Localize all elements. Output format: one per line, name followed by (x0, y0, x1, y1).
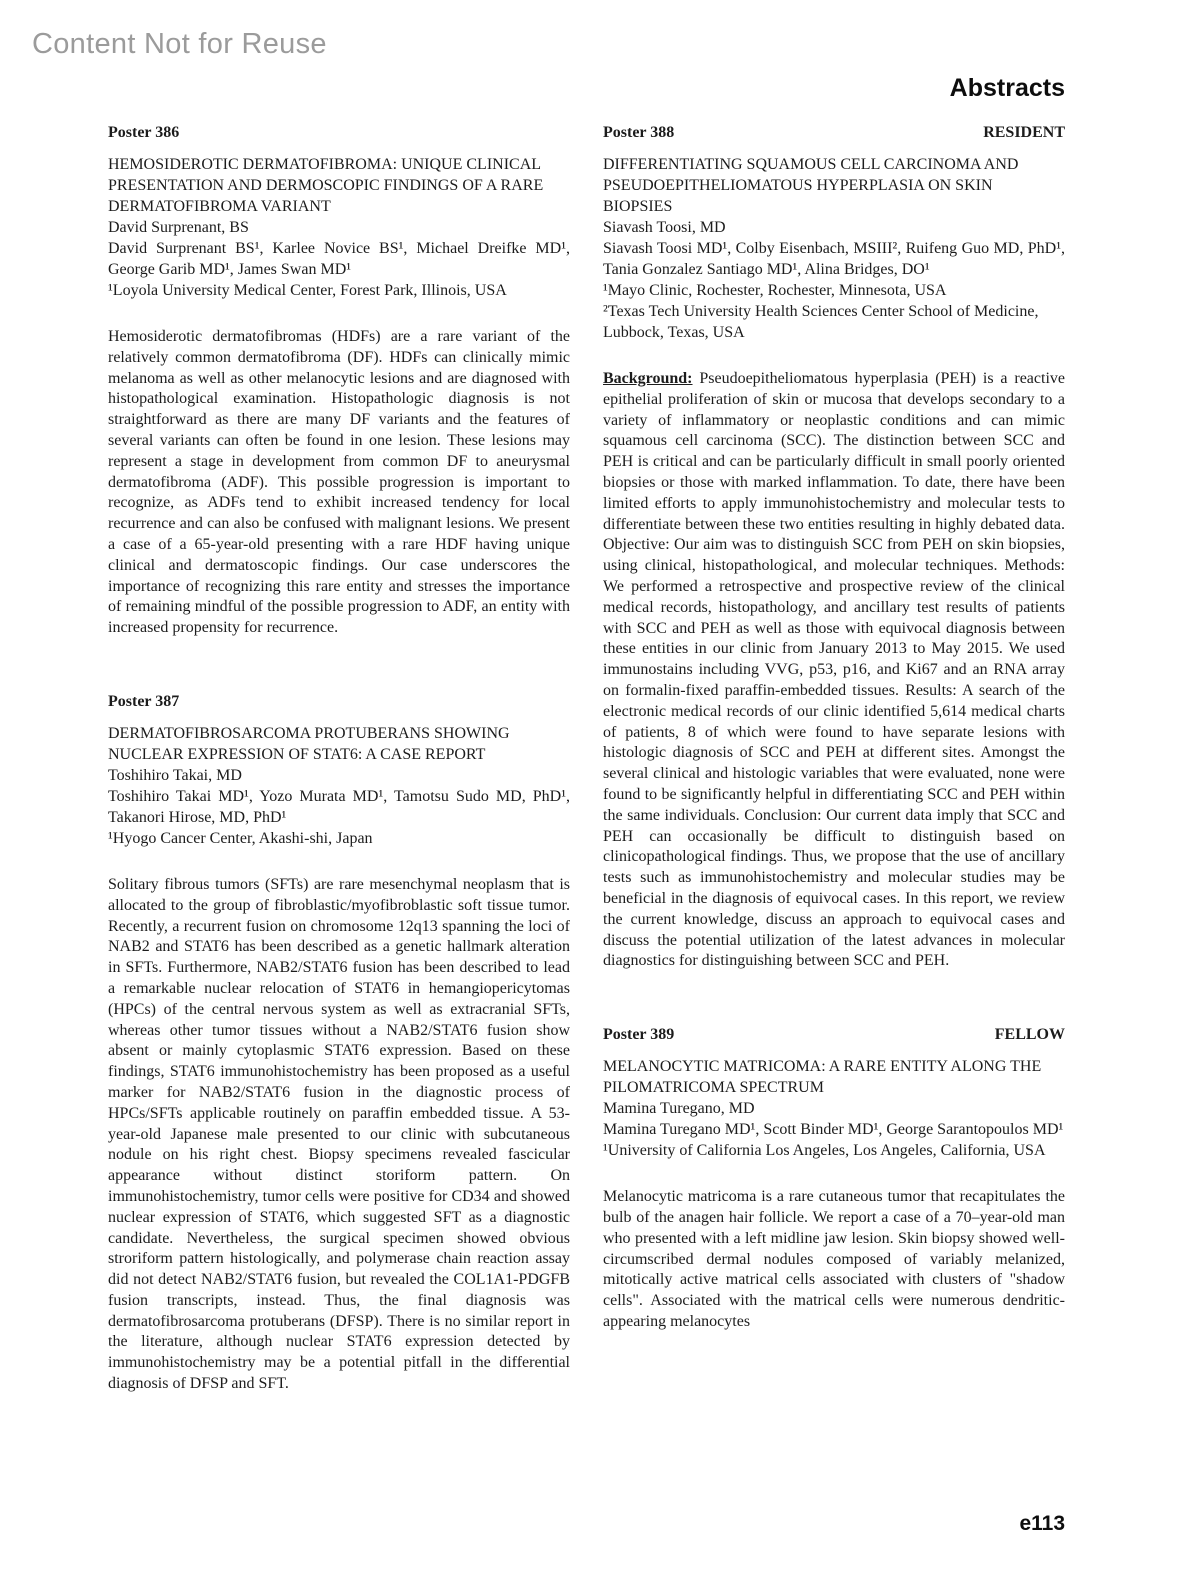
watermark: Content Not for Reuse (32, 28, 327, 60)
presenter-name: David Surprenant, BS (108, 219, 249, 236)
author-list: Siavash Toosi MD¹, Colby Eisenbach, MSIII², Ruifeng Guo MD, PhD¹, Tania Gonzalez Santiago MD¹, Alina Bridges, DO¹ (603, 240, 1065, 278)
left-column (108, 122, 570, 1395)
page-header: Abstracts (949, 74, 1065, 102)
abstract-poster-389 (603, 1024, 1065, 1333)
presenter-name: Mamina Turegano, MD (603, 1100, 755, 1118)
abstract-body-rest: Pseudoepitheliomatous hyperplasia (PEH) is a reactive epithelial proliferation of skin or mucosa that develops secondary to a variety of inflammatory or neoplastic conditions and can mimic squamous cell carcinoma (SCC). The distinction between SCC and PEH is critical and can be particularly difficult in small poorly oriented biopsies or those with marked inflammation. To date, there have been limited efforts to apply immunohistochemistry and molecular tests to differentiate between these two entities resulting in highly debated data. Objective: Our aim was to distinguish SCC from PEH on skin biopsies, using clinical, histopathological, and molecular techniques. Methods: We performed a retrospective and prospective review of the clinical medical records, histopathology, and ancillary test results of patients with SCC and PEH as well as those with equivocal diagnosis between these entities in our clinic from January 2013 to May 2015. We used immunostains including VVG, p53, p16, and Ki67 and an RNA array on formalin-fixed paraffin-embedded tissues. Results: A search of the electronic medical records of our clinic identified 5,614 medical charts of patients, 8 of which were found to have separate lesions with histologic diagnosis of SCC and PEH at different sites. Amongst the several clinical and histologic variables that were evaluated, none were found to be significantly helpful in differentiating SCC and PEH within the same individuals. Conclusion: Our current data imply that SCC and PEH can occasionally be difficult to distinguish based on clinicopathological findings. Thus, we propose that the use of ancillary tests such as immunohistochemistry and molecular studies may be beneficial in the diagnosis of equivocal cases. In this report, we review the current knowledge, discuss an approach to equivocal cases and discuss the potential utilization of the latest advances in molecular diagnostics for distinguishing between SCC and PEH. (603, 370, 1065, 970)
author-list: Mamina Turegano MD¹, Scott Binder MD¹, George Sarantopoulos MD¹ (603, 1121, 1064, 1139)
right-column (603, 122, 1065, 1395)
two-column-layout (108, 122, 1065, 1395)
abstract-body-lead: Background: (603, 370, 693, 387)
abstract-body: Hemosiderotic dermatofibromas (HDFs) are a rare variant of the relatively common dermatofibroma (DF). HDFs can clinically mimic melanoma as well as other melanocytic lesions and are diagnosed with histopathological examination. Histopathologic diagnosis is not straightforward as there are many DF variants and the features of several variants can often be found in one lesion. These lesions may represent a stage in development from common DF to aneurysmal dermatofibroma (ADF). This possible progression is important to recognize, as ADFs tend to exhibit increased tendency for local recurrence and can also be confused with malignant lesions. We present a case of a 65-year-old presenting with a rare HDF having unique clinical and dermatoscopic findings. Our case underscores the importance of recognizing this rare entity and stresses the importance of remaining mindful of the possible progression to ADF, an entity with increased propensity for recurrence. (108, 328, 570, 637)
poster-tag: FELLOW (994, 1026, 1065, 1044)
poster-heading-row (108, 122, 570, 143)
page-number: e113 (1019, 1512, 1065, 1535)
abstract-title: HEMOSIDEROTIC DERMATOFIBROMA: UNIQUE CLINICAL PRESENTATION AND DERMOSCOPIC FINDINGS OF A RARE DERMATOFIBROMA VARIANT (108, 156, 544, 215)
abstract-title: DERMATOFIBROSARCOMA PROTUBERANS SHOWING NUCLEAR EXPRESSION OF STAT6: A CASE REPORT (108, 724, 510, 763)
poster-tag: RESIDENT (983, 124, 1065, 141)
affiliation: ¹Loyola University Medical Center, Forest Park, Illinois, USA (108, 282, 507, 299)
affiliation: ²Texas Tech University Health Sciences Center School of Medicine, Lubbock, Texas, USA (603, 303, 1039, 341)
abstract-title: MELANOCYTIC MATRICOMA: A RARE ENTITY ALONG THE PILOMATRICOMA SPECTRUM (603, 1058, 1042, 1097)
affiliation: ¹Hyogo Cancer Center, Akashi-shi, Japan (108, 829, 373, 847)
poster-heading-row (603, 122, 1065, 143)
abstract-poster-386 (108, 122, 570, 639)
author-list: Toshihiro Takai MD¹, Yozo Murata MD¹, Tamotsu Sudo MD, PhD¹, Takanori Hirose, MD, PhD¹ (108, 787, 570, 826)
poster-heading-row (108, 691, 570, 712)
affiliation: ¹Mayo Clinic, Rochester, Rochester, Minnesota, USA (603, 282, 947, 299)
abstract-title: DIFFERENTIATING SQUAMOUS CELL CARCINOMA AND PSEUDOEPITHELIOMATOUS HYPERPLASIA ON SKIN BIOPSIES (603, 156, 1019, 215)
affiliation: ¹University of California Los Angeles, Los Angeles, California, USA (603, 1142, 1046, 1160)
poster-label: Poster 386 (108, 124, 180, 141)
poster-heading-row (603, 1024, 1065, 1045)
abstract-body (603, 369, 1065, 972)
presenter-name: Toshihiro Takai, MD (108, 766, 242, 784)
abstract-body: Melanocytic matricoma is a rare cutaneous tumor that recapitulates the bulb of the anagen hair follicle. We report a case of a 70–year-old man who presented with a left midline jaw lesion. Skin biopsy showed well-circumscribed dermal nodules composed of variably melanized, mitotically active matrical cells associated with clusters of "shadow cells". Associated with the matrical cells were numerous dendritic-appearing melanocytes (603, 1188, 1065, 1330)
abstract-poster-387 (108, 691, 570, 1395)
abstract-body: Solitary fibrous tumors (SFTs) are rare mesenchymal neoplasm that is allocated to the group of fibroblastic/myofibroblastic soft tissue tumor. Recently, a recurrent fusion on chromosome 12q13 spanning the loci of NAB2 and STAT6 has been described as a genetic hallmark alteration in SFTs. Furthermore, NAB2/STAT6 fusion has been described to lead a remarkable nuclear relocation of STAT6 in hemangiopericytomas (HPCs) of the central nervous system as well as extracranial SFTs, whereas other tumor tissues without a NAB2/STAT6 fusion show absent or mainly cytoplasmic STAT6 expression. Based on these findings, STAT6 immunohistochemistry has been proposed as a useful marker for NAB2/STAT6 fusion in the diagnostic process of HPCs/SFTs applicable routinely on paraffin embedded tissue. A 53-year-old Japanese male presented to our clinic with subcutaneous nodule on his right chest. Biopsy specimens revealed fascicular appearance without distinct storiform pattern. On immunohistochemistry, tumor cells were positive for CD34 and showed nuclear expression of STAT6, which suggested SFT as a diagnostic candidate. Nevertheless, the surgical specimen showed obvious stroriform pattern histologically, and polymerase chain reaction assay did not detect NAB2/STAT6 fusion, but revealed the COL1A1-PDGFB fusion transcripts, instead. Thus, the final diagnosis was dermatofibrosarcoma protuberans (DFSP). There is no similar report in the literature, although nuclear STAT6 expression detected by immunohistochemistry may be a potential pitfall in the differential diagnosis of DFSP and SFT. (108, 875, 570, 1393)
author-list: David Surprenant BS¹, Karlee Novice BS¹, Michael Dreifke MD¹, George Garib MD¹, James Swan MD¹ (108, 240, 570, 278)
poster-label: Poster 388 (603, 124, 675, 141)
presenter-name: Siavash Toosi, MD (603, 219, 726, 236)
poster-label: Poster 387 (108, 692, 180, 710)
poster-label: Poster 389 (603, 1026, 675, 1044)
abstract-poster-388 (603, 122, 1065, 972)
